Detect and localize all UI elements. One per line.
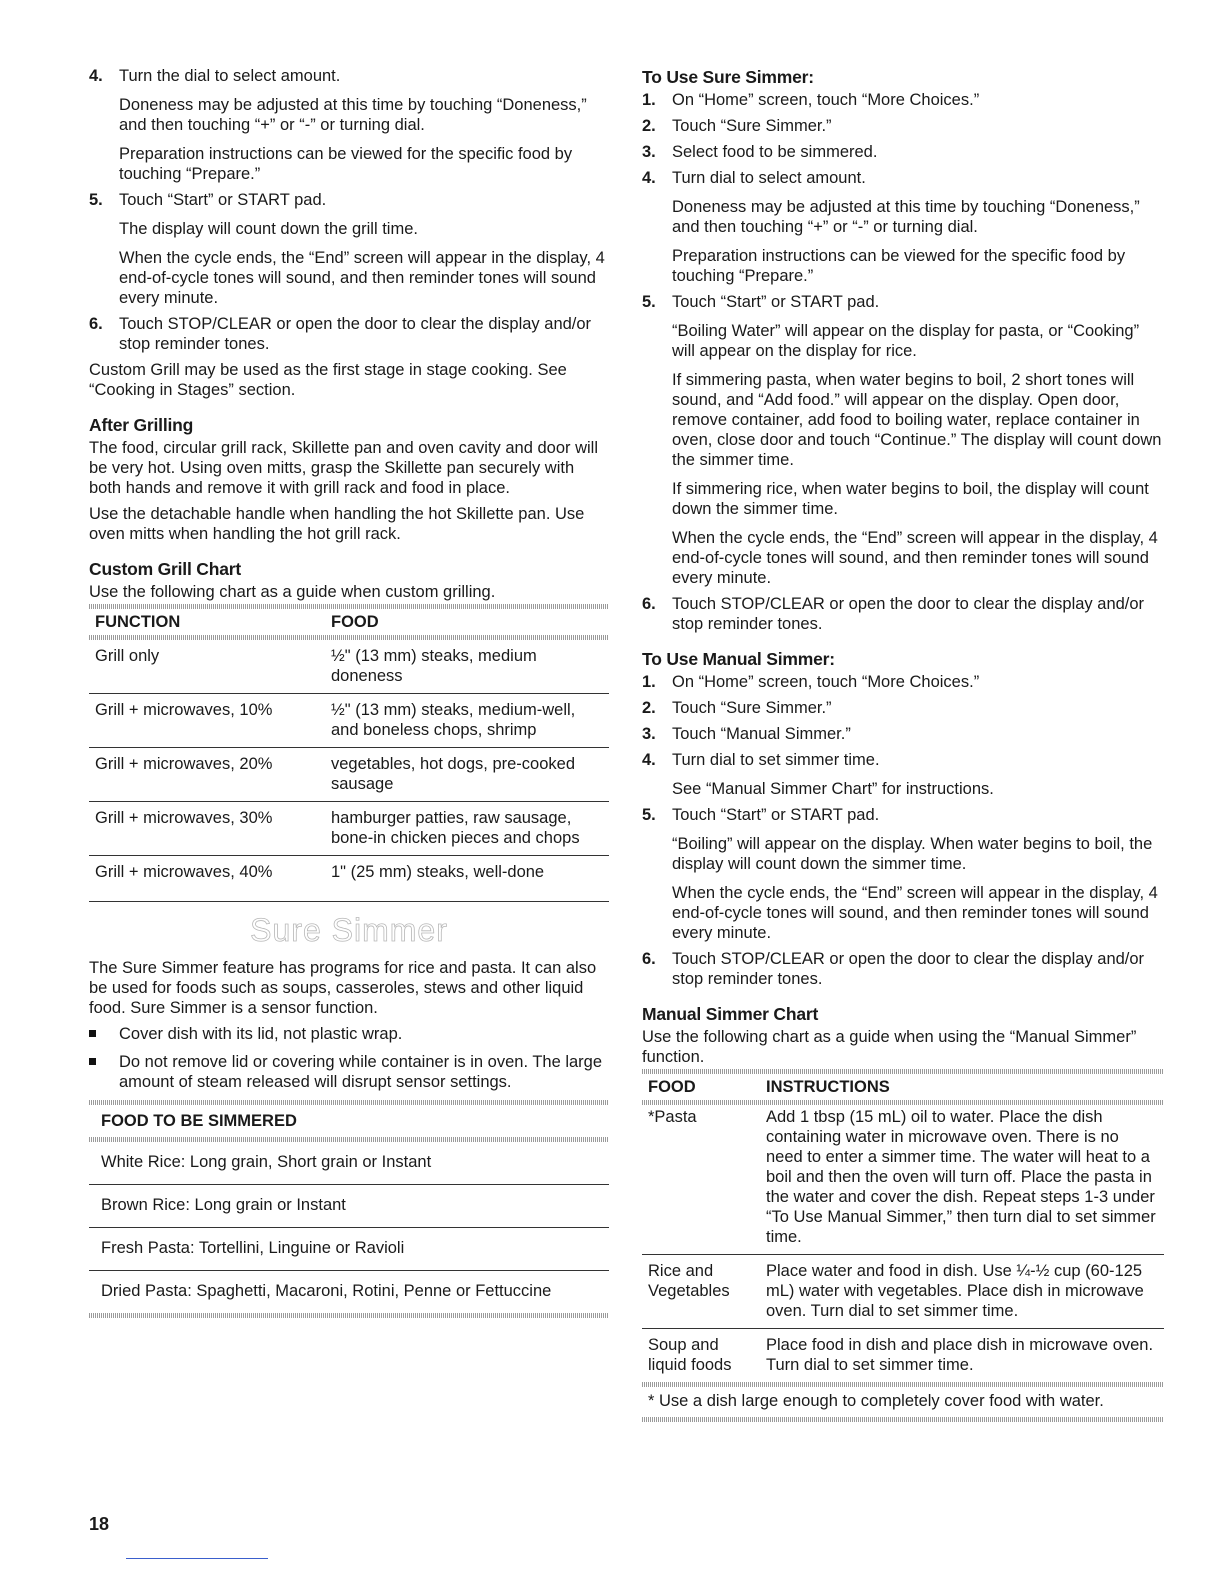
sure-simmer-step-5 (642, 292, 1164, 588)
sure-simmer-step-4 (642, 168, 1164, 286)
sure-simmer-step-2 (642, 116, 1164, 136)
table-row (642, 1105, 1164, 1255)
manual-simmer-step-3 (642, 724, 1164, 744)
step-text: Touch “Start” or START pad. (672, 806, 880, 824)
table-row (89, 1228, 609, 1271)
grill-step-5 (89, 190, 609, 308)
manual-simmer-table (642, 1074, 1164, 1100)
step-text: When the cycle ends, the “End” screen will appear in the display, 4 end-of-cycle tones will sound, and then reminder tones will sound every minute. (672, 884, 1158, 942)
column-header-food-to-be-simmered: FOOD TO BE SIMMERED (101, 1112, 297, 1130)
step-text: Touch “Start” or START pad. (119, 191, 327, 209)
table-bottom-rule (89, 889, 609, 902)
table-cell: Add 1 tbsp (15 mL) oil to water. Place the dish containing water in microwave oven. There is no need to enter a simmer time. The water will heat to a boil and then the oven will turn off. Place the pasta in the water and cover the dish. Repeat steps 1-3 under “To Use Manual Simmer,” then turn dial to set simmer time. (760, 1105, 1164, 1255)
step-number: 1. (642, 91, 656, 109)
use-sure-simmer-heading: To Use Sure Simmer: (642, 67, 814, 87)
use-manual-simmer-heading: To Use Manual Simmer: (642, 649, 835, 669)
manual-simmer-step-4 (642, 750, 1164, 799)
table-row (89, 1142, 609, 1185)
table-cell: Grill + microwaves, 40% (95, 863, 273, 881)
column-header-food: FOOD (331, 613, 379, 631)
step-number: 6. (642, 950, 656, 968)
step-text: Touch STOP/CLEAR or open the door to clear the display and/or stop reminder tones. (672, 950, 1145, 988)
step-number: 4. (642, 751, 656, 769)
bullet-square (89, 1058, 96, 1065)
column-header-food: FOOD (648, 1078, 696, 1096)
table-cell: 1" (25 mm) steaks, well-done (331, 863, 545, 881)
table-cell: Grill + microwaves, 30% (89, 802, 325, 856)
bullet-item (89, 1024, 609, 1044)
step-text: When the cycle ends, the “End” screen will appear in the display, 4 end-of-cycle tones will sound, and then reminder tones will sound every minute. (672, 529, 1158, 587)
step-text: Touch “Sure Simmer.” (672, 699, 832, 717)
table-cell: hamburger patties, raw sausage, bone-in chicken pieces and chops (325, 802, 609, 856)
manual-simmer-table-body (642, 1105, 1164, 1382)
table-cell: vegetables, hot dogs, pre-cooked sausage (325, 748, 609, 802)
step-number: 6. (89, 315, 103, 333)
step-number: 3. (642, 725, 656, 743)
custom-grill-table-body (89, 640, 609, 889)
grill-step-4 (89, 66, 609, 184)
table-cell: Place water and food in dish. Use ¼-½ cup (60-125 mL) water with vegetables. Place dish in microwave oven. Turn dial to set simmer time. (760, 1255, 1164, 1329)
step-text: Preparation instructions can be viewed for the specific food by touching “Prepare.” (119, 145, 573, 183)
sure-simmer-title: Sure Simmer (250, 912, 448, 948)
step-number: 4. (642, 169, 656, 187)
step-text: Preparation instructions can be viewed for the specific food by touching “Prepare.” (672, 247, 1126, 285)
step-text: Turn the dial to select amount. (119, 67, 341, 85)
table-hatch-bottom (89, 1313, 609, 1318)
right-column (642, 66, 1164, 1422)
manual-simmer-step-5 (642, 805, 1164, 943)
sure-simmer-intro: The Sure Simmer feature has programs for rice and pasta. It can also be used for foods such as soups, casseroles, stews and other liquid food. Sure Simmer is a sensor function. (89, 959, 597, 1017)
table-row (89, 640, 609, 694)
bullet-square (89, 1030, 96, 1037)
left-column (89, 66, 609, 1318)
custom-grill-chart-intro: Use the following chart as a guide when custom grilling. (89, 583, 496, 601)
column-header-function: FUNCTION (95, 613, 181, 631)
bullet-text: Do not remove lid or covering while container is in oven. The large amount of steam released will disrupt sensor settings. (119, 1053, 603, 1091)
step-number: 5. (642, 293, 656, 311)
table-row (642, 1255, 1164, 1329)
step-number: 5. (89, 191, 103, 209)
step-text: When the cycle ends, the “End” screen will appear in the display, 4 end-of-cycle tones will sound, and then reminder tones will sound every minute. (119, 249, 605, 307)
table-cell: Brown Rice: Long grain or Instant (89, 1185, 609, 1228)
table-row (642, 1329, 1164, 1383)
after-grilling-text: Use the detachable handle when handling the hot Skillette pan. Use oven mitts when handling the hot grill rack. (89, 505, 585, 543)
step-text: On “Home” screen, touch “More Choices.” (672, 673, 980, 691)
custom-grill-chart-heading: Custom Grill Chart (89, 559, 241, 579)
step-text: Touch STOP/CLEAR or open the door to clear the display and/or stop reminder tones. (672, 595, 1145, 633)
step-text: See “Manual Simmer Chart” for instructions. (672, 780, 994, 798)
step-number: 6. (642, 595, 656, 613)
after-grilling-text: The food, circular grill rack, Skillette pan and oven cavity and door will be very hot. Using oven mitts, grasp the Skillette pan securely with both hands and remove it with grill rack and food in place. (89, 439, 598, 497)
bullet-item (89, 1052, 609, 1092)
custom-grill-table (89, 609, 609, 635)
simmer-food-table (89, 1105, 609, 1137)
manual-simmer-chart-intro: Use the following chart as a guide when using the “Manual Simmer” function. (642, 1028, 1137, 1066)
step-number: 5. (642, 806, 656, 824)
step-text: If simmering rice, when water begins to boil, the display will count down the simmer time. (672, 480, 1149, 518)
step-number: 1. (642, 673, 656, 691)
table-row (89, 1271, 609, 1314)
custom-grill-note: Custom Grill may be used as the first stage in stage cooking. See “Cooking in Stages” section. (89, 361, 567, 399)
bullet-text: Cover dish with its lid, not plastic wrap. (119, 1025, 403, 1043)
page-number: 18 (89, 1514, 110, 1534)
simmer-food-table-body (89, 1142, 609, 1313)
sure-simmer-step-6 (642, 594, 1164, 634)
bottom-link-line (126, 1558, 268, 1559)
table-row (89, 748, 609, 802)
table-cell: White Rice: Long grain, Short grain or Instant (89, 1142, 609, 1185)
step-text: The display will count down the grill time. (119, 220, 418, 238)
step-text: On “Home” screen, touch “More Choices.” (672, 91, 980, 109)
table-row (89, 856, 609, 890)
step-number: 4. (89, 67, 103, 85)
sure-simmer-step-3 (642, 142, 1164, 162)
step-text: Touch “Manual Simmer.” (672, 725, 851, 743)
step-text: Touch “Sure Simmer.” (672, 117, 832, 135)
grill-step-6 (89, 314, 609, 354)
table-cell: Fresh Pasta: Tortellini, Linguine or Ravioli (89, 1228, 609, 1271)
table-hatch-bottom (642, 1417, 1164, 1422)
step-text: “Boiling Water” will appear on the display for pasta, or “Cooking” will appear on the display for rice. (672, 322, 1140, 360)
step-text: If simmering pasta, when water begins to boil, 2 short tones will sound, and “Add food.” will appear on the display. Open door, remove container, add food to boiling water, replace container in oven, close door and touch “Continue.” The display will count down the simmer time. (672, 371, 1162, 469)
table-cell: Rice and Vegetables (642, 1255, 760, 1329)
step-number: 3. (642, 143, 656, 161)
table-cell: *Pasta (642, 1105, 760, 1255)
table-row (89, 1185, 609, 1228)
step-text: Touch “Start” or START pad. (672, 293, 880, 311)
step-text: Turn dial to set simmer time. (672, 751, 880, 769)
table-cell: ½" (13 mm) steaks, medium-well, and boneless chops, shrimp (325, 694, 609, 748)
manual-simmer-chart-heading: Manual Simmer Chart (642, 1004, 819, 1024)
step-number: 2. (642, 117, 656, 135)
table-row (89, 802, 609, 856)
table-row (89, 694, 609, 748)
table-cell: ½" (13 mm) steaks, medium doneness (325, 640, 609, 694)
manual-simmer-step-1 (642, 672, 1164, 692)
table-cell: Grill + microwaves, 20% (89, 748, 325, 802)
step-text: Touch STOP/CLEAR or open the door to clear the display and/or stop reminder tones. (119, 315, 592, 353)
table-footnote: * Use a dish large enough to completely cover food with water. (648, 1392, 1104, 1410)
table-cell: Soup and liquid foods (648, 1336, 732, 1374)
table-cell: Grill + microwaves, 10% (89, 694, 325, 748)
step-text: “Boiling” will appear on the display. When water begins to boil, the display will count down the simmer time. (672, 835, 1153, 873)
column-header-instructions: INSTRUCTIONS (766, 1078, 890, 1096)
step-number: 2. (642, 699, 656, 717)
step-text: Turn dial to select amount. (672, 169, 866, 187)
step-text: Select food to be simmered. (672, 143, 878, 161)
table-cell: Place food in dish and place dish in microwave oven. Turn dial to set simmer time. (766, 1336, 1154, 1374)
manual-simmer-step-2 (642, 698, 1164, 718)
step-text: Doneness may be adjusted at this time by touching “Doneness,” and then touching “+” or “-” or turning dial. (119, 96, 587, 134)
after-grilling-heading: After Grilling (89, 415, 194, 435)
table-cell: Dried Pasta: Spaghetti, Macaroni, Rotini, Penne or Fettuccine (101, 1282, 552, 1300)
sure-simmer-step-1 (642, 90, 1164, 110)
table-cell: Grill only (89, 640, 325, 694)
manual-simmer-step-6 (642, 949, 1164, 989)
step-text: Doneness may be adjusted at this time by touching “Doneness,” and then touching “+” or “-” or turning dial. (672, 198, 1140, 236)
